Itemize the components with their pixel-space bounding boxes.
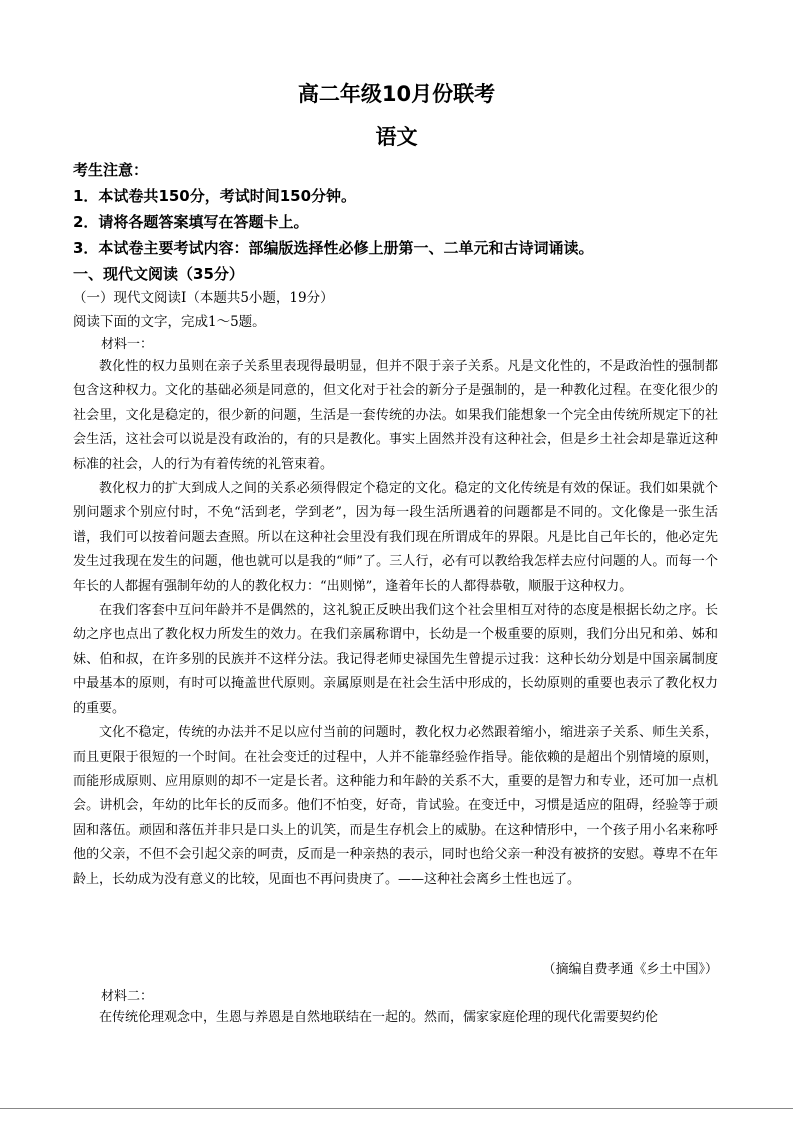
reading-instruction: 阅读下面的文字，完成1～5题。 [73,314,266,330]
subject-title: 语文 [375,125,418,149]
material2-label: 材料二： [101,989,154,1004]
material2-body [73,1006,718,1030]
notice-item: 1．本试卷共150分，考试时间150分钟。 [73,187,357,205]
material1-body [73,355,718,892]
exam-title: 高二年级10月份联考 [297,82,496,106]
section-heading: 一、现代文阅读（35分） [73,265,244,283]
paragraph: 在我们客套中互问年龄并不是偶然的，这礼貌正反映出我们这个社会里相互对待的态度是根据长幼之序。长幼之序也点出了教化权力所发生的效力。在我们亲属称谓中，长幼是一个极重要的原则，我们分出兄和弟、姊和妹、伯和叔，在许多别的民族并不这样分法。我记得老师史禄国先生曾提示过我：这种长幼分划是中国亲属制度中最基本的原则，有时可以掩盖世代原则。亲属原则是在社会生活中形成的，长幼原则的重要也表示了教化权力的重要。 [73,603,718,716]
paragraph: 教化权力的扩大到成人之间的关系必须得假定个稳定的文化。稳定的文化传统是有效的保证。我们如果就个别问题求个别应付时，不免“活到老，学到老”，因为每一段生活所遇着的问题都是不同的。文化像是一张生活谱，我们可以按着问题去查照。所以在这种社会里没有我们现在所谓成年的界限。凡是比自己年长的，他必定先发生过我现在发生的问题，他也就可以是我的“师”了。三人行，必有可以教给我怎样去应付问题的人。而每一个年长的人都握有强制年幼的人的教化权力：“出则悌”，逢着年长的人都得恭敬，顺服于这种权力。 [73,481,718,594]
material1-source: （摘编自费孝通《乡土中国》） [542,962,718,977]
footer-divider [0,1108,793,1109]
notice-heading: 考生注意： [73,161,149,179]
subsection-heading: （一）现代文阅读Ⅰ（本题共5小题，19分） [73,290,334,306]
notice-item: 2．请将各题答案填写在答题卡上。 [73,213,309,231]
material1-label: 材料一： [101,337,154,352]
paragraph: 文化不稳定，传统的办法并不足以应付当前的问题时，教化权力必然跟着缩小，缩进亲子关系、师生关系，而且更限于很短的一个时间。在社会变迁的过程中，人并不能靠经验作指导。能依赖的是超出个别情境的原则，而能形成原则、应用原则的却不一定是长者。这种能力和年龄的关系不大，重要的是智力和专业，还可加一点机会。讲机会，年幼的比年长的反而多。他们不怕变，好奇，肯试验。在变迁中，习惯是适应的阻碍，经验等于顽固和落伍。顽固和落伍并非只是口头上的讥笑，而是生存机会上的威胁。在这种情形中，一个孩子用小名来称呼他的父亲，不但不会引起父亲的呵责，反而是一种亲热的表示，同时也给父亲一种没有被挤的安慰。尊卑不在年龄上，长幼成为没有意义的比较，见面也不再问贵庚了。——这种社会离乡土性也远了。 [73,725,718,887]
paragraph: 在传统伦理观念中，生恩与养恩是自然地联结在一起的。然而，儒家家庭伦理的现代化需要契约伦 [99,1010,659,1025]
candidate-notice [73,157,733,287]
notice-item: 3．本试卷主要考试内容：部编版选择性必修上册第一、二单元和古诗词诵读。 [73,239,594,257]
paragraph: 教化性的权力虽则在亲子关系里表现得最明显，但并不限于亲子关系。凡是文化性的，不是政治性的强制都包含这种权力。文化的基础必须是同意的，但文化对于社会的新分子是强制的，是一种教化过程。在变化很少的社会里，文化是稳定的，很少新的问题，生活是一套传统的办法。如果我们能想象一个完全由传统所规定下的社会生活，这社会可以说是没有政治的，有的只是教化。事实上固然并没有这种社会，但是乡土社会却是靠近这种标准的社会，人的行为有着传统的礼管束着。 [73,359,718,472]
